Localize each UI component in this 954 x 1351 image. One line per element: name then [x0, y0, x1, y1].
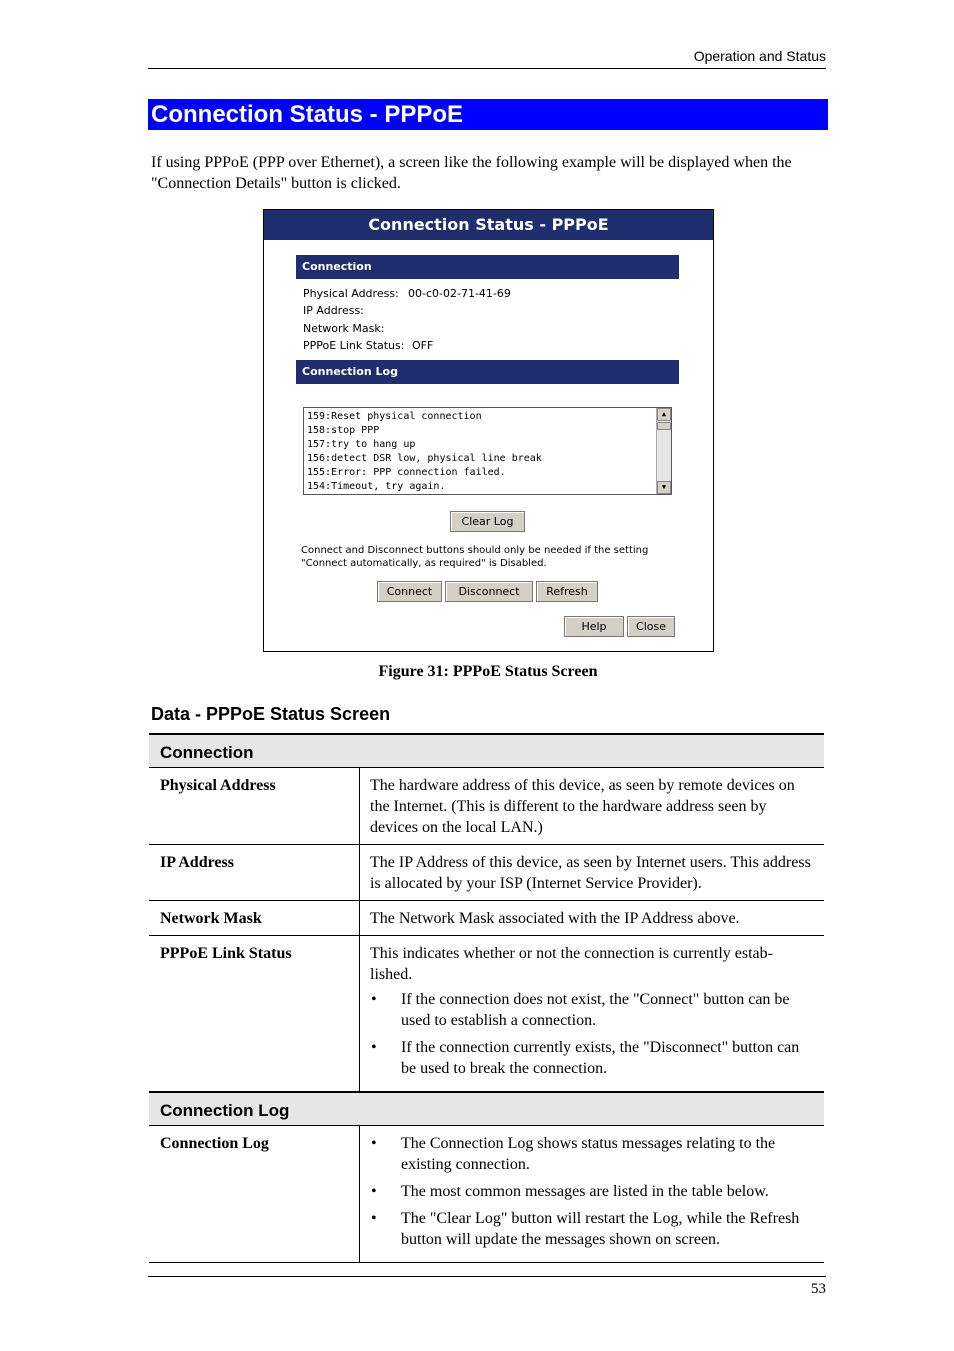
row-desc-connection-log [360, 1126, 825, 1263]
list-item: • The "Clear Log" button will restart the Log, while the Refresh button will update the messages shown on screen. [370, 1208, 814, 1250]
link-status-value: OFF [411, 339, 434, 352]
connection-section-bar: Connection [296, 255, 679, 279]
list-item: • If the connection currently exists, the "Disconnect" button can be used to break the connection. [370, 1037, 814, 1079]
log-line: 157:try to hang up [307, 439, 416, 450]
connect-note: Connect and Disconnect buttons should only be needed if the setting "Connect automatically, as required" is Disabled. [301, 545, 649, 569]
log-line: 155:Error: PPP connection failed. [307, 467, 506, 478]
scroll-down-arrow-icon[interactable]: ▼ [657, 481, 671, 494]
row-label-link-status: PPPoE Link Status [149, 936, 360, 1093]
physical-address-label: Physical Address: [303, 287, 399, 300]
table-row [149, 936, 824, 1093]
scroll-up-arrow-icon[interactable]: ▲ [657, 408, 671, 421]
row-desc-ip-address: The IP Address of this device, as seen by Internet users. This address is allocated by your ISP (Internet Service Provider). [360, 845, 825, 901]
running-header: Operation and Status [693, 48, 826, 64]
connect-button[interactable]: Connect [377, 581, 442, 602]
list-item: • The most common messages are listed in the table below. [370, 1181, 814, 1202]
network-mask-label: Network Mask: [303, 322, 385, 335]
ip-address-label: IP Address: [303, 304, 364, 317]
list-item: • The Connection Log shows status messages relating to the existing connection. [370, 1133, 814, 1175]
header-rule [148, 68, 826, 69]
table-section-row [149, 1092, 824, 1126]
footer-rule [148, 1276, 826, 1277]
log-line: 159:Reset physical connection [307, 411, 482, 422]
row-label-connection-log: Connection Log [149, 1126, 360, 1263]
log-line: 158:stop PPP [307, 425, 380, 436]
table-row [149, 845, 824, 901]
link-status-bullets [370, 989, 814, 1079]
link-status-label: PPPoE Link Status: [303, 339, 405, 352]
disconnect-button[interactable]: Disconnect [445, 581, 533, 602]
connection-log-section-bar: Connection Log [296, 360, 679, 384]
connection-log-textarea[interactable] [303, 407, 672, 495]
row-desc-network-mask: The Network Mask associated with the IP Address above. [360, 901, 825, 936]
log-line: 156:detect DSR low, physical line break [307, 453, 542, 464]
row-label-network-mask: Network Mask [149, 901, 360, 936]
ip-address-row [303, 304, 364, 318]
screenshot-title: Connection Status - PPPoE [264, 210, 713, 240]
row-desc-link-status [360, 936, 825, 1093]
pppoe-status-screenshot [263, 209, 714, 652]
table-row [149, 901, 824, 936]
row-desc-physical-address: The hardware address of this device, as seen by remote devices on the Internet. (This is different to the hardware address seen by devices on the local LAN.) [360, 768, 825, 845]
figure-caption: Figure 31: PPPoE Status Screen [378, 663, 598, 680]
table-row [149, 768, 824, 845]
row-label-physical-address: Physical Address [149, 768, 360, 845]
link-status-row [303, 339, 433, 353]
intro-paragraph: If using PPPoE (PPP over Ethernet), a screen like the following example will be displayed when the "Connection Details" button is clicked. [151, 154, 792, 192]
section-header-connection-log: Connection Log [149, 1092, 824, 1126]
clear-log-button[interactable]: Clear Log [450, 511, 525, 532]
link-status-text: This indicates whether or not the connection is currently estab-lished. [370, 945, 773, 983]
table-row [149, 1126, 824, 1263]
physical-address-row [303, 287, 511, 301]
section-title: Connection Status - PPPoE [148, 99, 828, 130]
data-table [149, 733, 824, 1263]
page-number: 53 [811, 1281, 826, 1297]
log-line: 154:Timeout, try again. [307, 481, 446, 492]
network-mask-row [303, 322, 384, 336]
table-title: Data - PPPoE Status Screen [151, 704, 391, 724]
close-button[interactable]: Close [627, 616, 675, 637]
help-button[interactable]: Help [564, 616, 624, 637]
scroll-thumb[interactable] [657, 422, 671, 430]
log-scrollbar[interactable] [656, 408, 671, 494]
physical-address-value: 00-c0-02-71-41-69 [408, 287, 511, 300]
row-label-ip-address: IP Address [149, 845, 360, 901]
table-section-row [149, 734, 824, 768]
connection-log-bullets [370, 1133, 814, 1250]
list-item: • If the connection does not exist, the "Connect" button can be used to establish a connection. [370, 989, 814, 1031]
refresh-button[interactable]: Refresh [536, 581, 598, 602]
section-header-connection: Connection [149, 734, 824, 768]
